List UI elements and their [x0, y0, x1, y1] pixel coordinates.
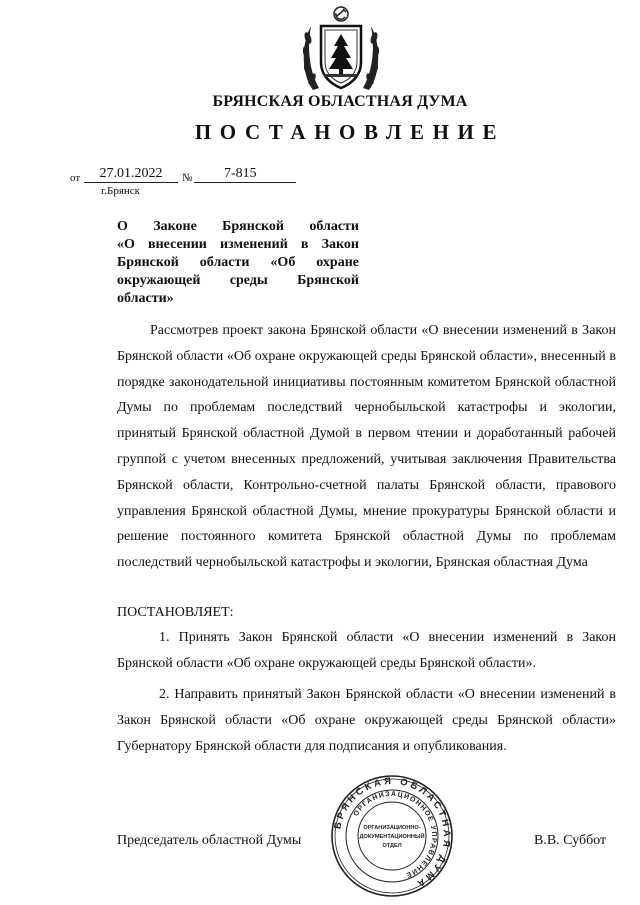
- organization-name: БРЯНСКАЯ ОБЛАСТНАЯ ДУМА: [212, 93, 468, 110]
- signatory-name: В.В. Суббот: [534, 833, 607, 848]
- svg-text:ОТДЕЛ: ОТДЕЛ: [382, 843, 402, 849]
- preamble-paragraph: Рассмотрев проект закона Брянской области «О внесении изменений в Закон Брянской области «Об охране окружающей среды Брянской области», внесенный в порядке законодательной инициативы постоянным комитетом Брянской областной Думы по проблемам последствий чернобыльской катастрофы и экологии, принятый Брянской областной Думой в первом чтении и доработанный рабочей группой с учетом внесенных предложений, учитывая заключения Правительства Брянской области, Контрольно-счетной палаты Брянской области, правового управления Брянской областной Думы, мнение прокуратуры Брянской области и решение постоянного комитета Брянской областной Думы по проблемам последствий чернобыльской катастрофы и экологии, Брянская областная Дума: [117, 323, 616, 571]
- document-type-heading: ПОСТАНОВЛЕНИЕ: [194, 120, 506, 144]
- resolves-heading: ПОСТАНОВЛЯЕТ:: [117, 605, 234, 620]
- document-number: 7-815: [194, 166, 296, 183]
- svg-text:ДОКУМЕНТАЦИОННЫЙ: ДОКУМЕНТАЦИОННЫЙ: [359, 834, 425, 840]
- resolution-item-2: 2. Направить принятый Закон Брянской области «О внесении изменений в Закон Брянской области «Об охране окружающей среды Брянской области» Губернатору Брянской области для подписания и опубликования.: [117, 687, 616, 754]
- signatory-position: Председатель областной Думы: [117, 833, 302, 848]
- svg-text:БРЯНСКАЯ ОБЛАСТНАЯ ДУМА: БРЯНСКАЯ ОБЛАСТНАЯ ДУМА: [332, 775, 453, 891]
- date-prefix: от: [70, 172, 81, 184]
- city-label: г.Брянск: [101, 185, 141, 197]
- coat-of-arms-icon: [299, 4, 383, 96]
- number-prefix: №: [182, 172, 193, 184]
- svg-text:ОРГАНИЗАЦИОННО-: ОРГАНИЗАЦИОННО-: [363, 825, 421, 831]
- resolution-item-1: 1. Принять Закон Брянской области «О внесении изменений в Закон Брянской области «Об охране окружающей среды Брянской области».: [117, 630, 616, 671]
- official-stamp-icon: [330, 774, 454, 898]
- svg-text:ОРГАНИЗАЦИОННОЕ УПРАВЛЕНИЕ: ОРГАНИЗАЦИОННОЕ УПРАВЛЕНИЕ: [352, 790, 438, 879]
- document-date: 27.01.2022: [84, 166, 178, 183]
- document-title: О Законе Брянской области «О внесении изменений в Закон Брянской области «Об охране окружающей среды Брянской области»: [117, 219, 359, 306]
